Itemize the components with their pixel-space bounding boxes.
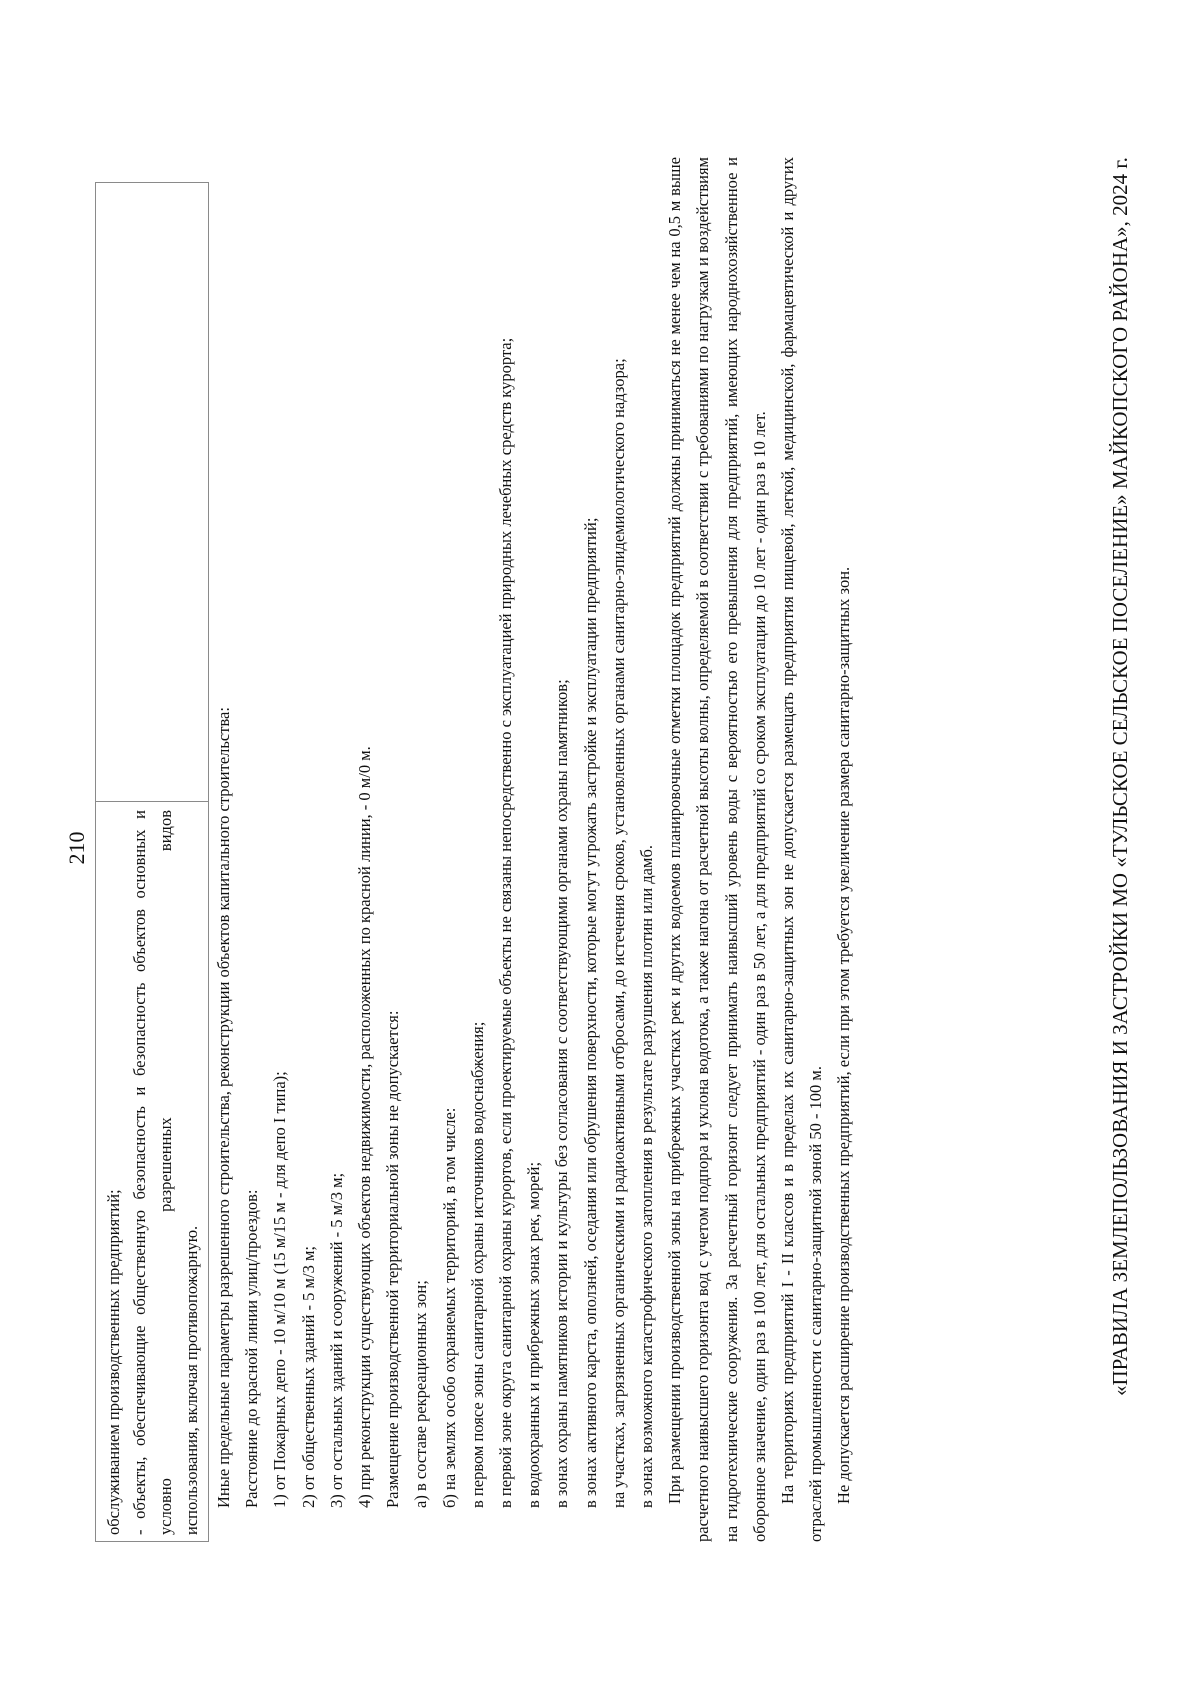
table-cell-line: использования, включая противопожарную. <box>182 1225 201 1535</box>
list-item: в зонах возможного катастрофического затопления в результате разрушения плотин или дамб. <box>637 845 657 1508</box>
list-item: а) в составе рекреационных зон; <box>411 1280 431 1508</box>
list-item: в водоохранных и прибрежных зонах рек, морей; <box>524 1161 544 1508</box>
document-body <box>210 157 859 1542</box>
paragraph: На территориях предприятий I - II классов и в пределах их санитарно-защитных зон не допускается размещать предприятия пищевой, легкой, медицинской, фармацевтической и других отраслей промышленности с санитарно-защитной зоной 50 - 100 м. <box>778 157 826 1542</box>
table-cell-right <box>95 182 209 802</box>
table-cell-line: обслуживанием производственных предприятий; <box>104 1189 123 1535</box>
list-item: в зонах охраны памятников истории и культуры без согласования с соответствующими органами охраны памятников; <box>552 679 572 1508</box>
list-item: 1) от Пожарных депо - 10 м/10 м (15 м/15 м - для депо I типа); <box>270 1071 290 1508</box>
list-item: 3) от остальных зданий и сооружений - 5 м/3 м; <box>326 1172 346 1508</box>
list-item: б) на землях особо охраняемых территорий, в том числе: <box>439 1107 459 1508</box>
list-item: в первом поясе зоны санитарной охраны источников водоснабжения; <box>467 1021 487 1508</box>
list-item: 4) при реконструкции существующих объектов недвижимости, расположенных по красной линии, - 0 м/0 м. <box>355 746 375 1508</box>
list-item: на участках, загрязненных органическими и радиоактивными отбросами, до истечения сроков, установленных органами санитарно-эпидемиологического надзора; <box>608 358 628 1508</box>
page-number: 210 <box>64 831 89 865</box>
paragraph: Размещение производственной территориальной зоны не допускается: <box>383 1010 403 1508</box>
paragraph: Расстояние до красной линии улиц/проездов: <box>242 1189 262 1508</box>
paragraph: Не допускается расширение производственных предприятий, если при этом требуется увеличение размера санитарно-защитных зон. <box>834 566 854 1504</box>
table-cell-left <box>95 802 209 1542</box>
paragraph: При размещении производственной зоны на прибрежных участках рек и других водоемов планировочные отметки площадок предприятий должны приниматься не менее чем на 0,5 м выше расчетного наивысшего горизонта вод с учетом подпора и уклона водотока, а также нагона от расчетной высоты волны, определяемой в соответствии с требованиями по нагрузкам и воздействиям на гидротехнические сооружения. За расчетный горизонт следует принимать наивысший уровень воды с вероятностью его превышения для предприятий, имеющих народнохозяйственное и оборонное значение, один раз в 100 лет, для остальных предприятий - один раз в 50 лет, а для предприятий со сроком эксплуатации до 10 лет - один раз в 10 лет. <box>665 157 769 1542</box>
document-footer: «ПРАВИЛА ЗЕМЛЕПОЛЬЗОВАНИЯ И ЗАСТРОЙКИ МО «ТУЛЬСКОЕ СЕЛЬСКОЕ ПОСЕЛЕНИЕ» МАЙКОПСКОГО РАЙОНА», 2024 г. <box>1108 157 1132 1396</box>
list-item: 2) от общественных зданий - 5 м/3 м; <box>298 1246 318 1508</box>
list-item: в зонах активного карста, оползней, оседания или обрушения поверхности, которые могут угрожать застройке и эксплуатации предприятий; <box>580 517 600 1508</box>
paragraph: Иные предельные параметры разрешенного строительства, реконструкции объектов капитального строительства: <box>214 707 233 1508</box>
list-item: в первой зоне округа санитарной охраны курортов, если проектируемые объекты не связаны непосредственно с эксплуатацией природных лечебных средств курорта; <box>496 337 516 1508</box>
table-cell-line: - объекты, обеспечивающие общественную безопасность и безопасность объектов основных и условно разрешенных видов <box>130 810 175 1535</box>
